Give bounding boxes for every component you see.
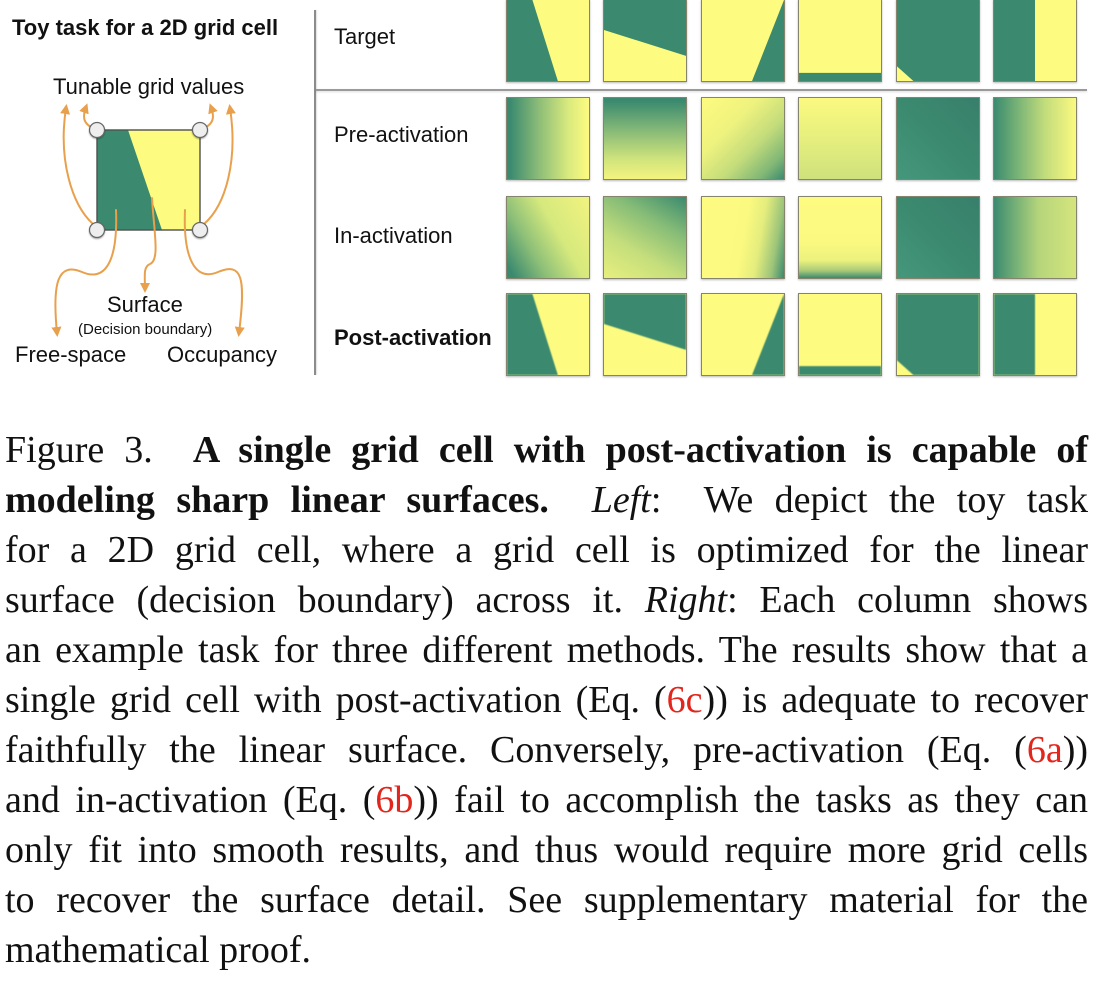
tile-in-activation-6 [993,196,1077,279]
tile-target-6 [993,0,1077,82]
tile-post-activation-5 [896,293,980,376]
caption-line [5,425,1088,475]
tile-row-target [506,0,1077,82]
figure-number: Figure 3. [5,429,193,471]
caption-text: only fit into smooth results, and thus would require more grid cells [5,829,1088,871]
caption-text: )) is adequate to recover [702,679,1088,721]
tile-target-3 [701,0,785,82]
decision-boundary-label: (Decision boundary) [78,321,213,338]
caption-italic-left: Left [591,479,651,521]
caption-text: an example task for three different methods. The results show that a [5,629,1088,671]
tile-pre-activation-6 [993,97,1077,180]
tunable-grid-values-label: Tunable grid values [53,74,245,99]
caption-line [5,525,1088,575]
tile-post-activation-6 [993,293,1077,376]
caption-line [5,675,1088,725]
left-panel-title: Toy task for a 2D grid cell [12,15,279,40]
caption-italic-right: Right [644,579,728,621]
free-space-label: Free-space [15,342,127,367]
tile-in-activation-1 [506,196,590,279]
tile-row-post-activation [506,293,1077,376]
vertex-bottom-left-icon [90,223,105,238]
surface-label: Surface [107,292,183,317]
caption-text: for a 2D grid cell, where a grid cell is optimized for the linear [5,529,1088,571]
tile-in-activation-3 [701,196,785,279]
caption-line [5,725,1088,775]
caption-line [5,625,1088,675]
vertical-divider [314,10,316,375]
tile-target-5 [896,0,980,82]
caption-line [5,775,1088,825]
tile-target-4 [798,0,882,82]
caption-text: : Each column shows [727,579,1088,621]
caption-line [5,875,1088,925]
figure-caption [5,425,1088,975]
caption-text: : We depict the toy task [650,479,1088,521]
caption-text: )) [1062,729,1088,771]
tile-post-activation-1 [506,293,590,376]
tile-row-pre-activation [506,97,1077,180]
caption-bold-title: modeling sharp linear surfaces. [5,479,549,521]
equation-ref-6b-link[interactable]: 6b [375,779,414,821]
caption-line [5,925,1088,975]
tile-post-activation-2 [603,293,687,376]
equation-ref-6a-link[interactable]: 6a [1026,729,1063,771]
caption-line [5,575,1088,625]
row-label-in-activation: In-activation [334,223,453,248]
caption-line [5,825,1088,875]
caption-text: )) fail to accomplish the tasks as they can [413,779,1089,821]
row-label-pre-activation: Pre-activation [334,122,469,147]
tile-row-in-activation [506,196,1077,279]
caption-text: mathematical proof. [5,929,311,971]
equation-ref-6c-link[interactable]: 6c [666,679,703,721]
horizontal-divider [316,89,1087,91]
tile-in-activation-5 [896,196,980,279]
tile-target-2 [603,0,687,82]
tile-post-activation-4 [798,293,882,376]
tile-pre-activation-4 [798,97,882,180]
tile-pre-activation-5 [896,97,980,180]
caption-text: single grid cell with post-activation (Eq. ( [5,679,667,721]
caption-bold-title: A single grid cell with post-activation is capable of [192,429,1088,471]
tile-target-1 [506,0,590,82]
caption-text: surface (decision boundary) across it. [5,579,645,621]
caption-text: faithfully the linear surface. Conversely, pre-activation (Eq. ( [5,729,1027,771]
tile-pre-activation-3 [701,97,785,180]
tile-post-activation-3 [701,293,785,376]
vertex-bottom-right-icon [193,223,208,238]
tile-pre-activation-2 [603,97,687,180]
occupancy-label: Occupancy [167,342,278,367]
row-label-post-activation: Post-activation [334,325,492,350]
caption-text: to recover the surface detail. See supplementary material for the [5,879,1088,921]
vertex-top-left-icon [90,123,105,138]
caption-line [5,475,1088,525]
row-label-target: Target [334,24,396,49]
tile-in-activation-4 [798,196,882,279]
tile-in-activation-2 [603,196,687,279]
caption-text: and in-activation (Eq. ( [5,779,376,821]
vertex-top-right-icon [193,123,208,138]
caption-text [549,479,592,521]
tile-pre-activation-1 [506,97,590,180]
